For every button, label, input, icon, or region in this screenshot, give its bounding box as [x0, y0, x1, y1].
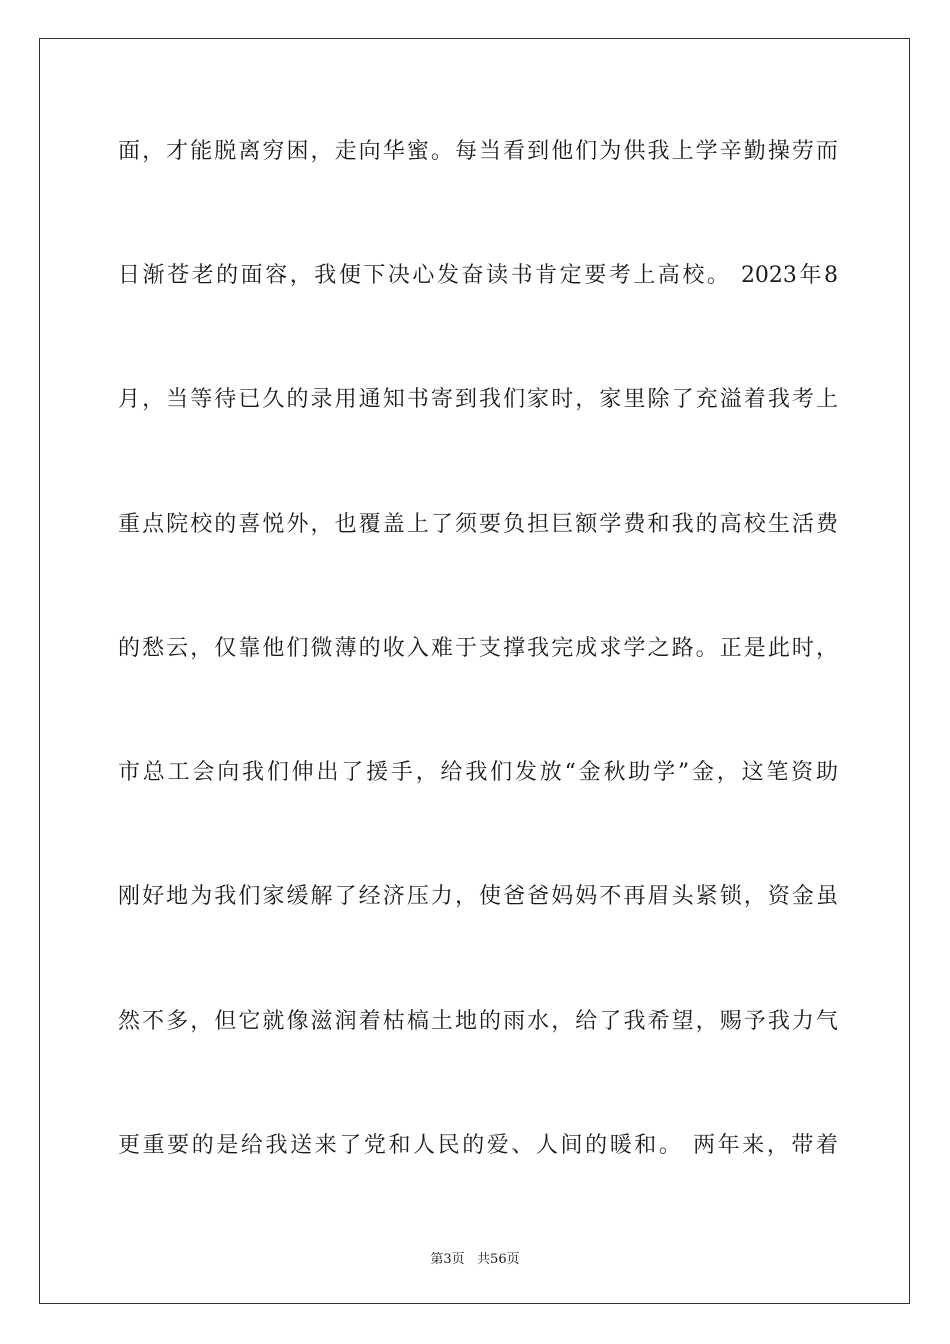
page-number-footer: 第3页 共56页	[430, 1252, 520, 1267]
text-line: 刚好地为我们家缓解了经济压力，使爸爸妈妈不再眉头紧锁，资金虽	[118, 884, 838, 909]
text-line: 市总工会向我们伸出了援手，给我们发放“金秋助学”金，这笔资助	[118, 760, 838, 785]
page-frame	[39, 38, 910, 1304]
text-line: 的愁云，仅靠他们微薄的收入难于支撑我完成求学之路。正是此时，	[118, 636, 838, 661]
text-line: 面，才能脱离穷困，走向华蜜。每当看到他们为供我上学辛勤操劳而	[118, 139, 838, 164]
text-line: 然不多，但它就像滋润着枯槁土地的雨水，给了我希望，赐予我力气	[118, 1009, 838, 1034]
text-line: 重点院校的喜悦外，也覆盖上了须要负担巨额学费和我的高校生活费	[118, 512, 838, 537]
text-line: 日渐苍老的面容，我便下决心发奋读书肯定要考上高校。 2023年8	[118, 263, 838, 288]
text-line: 月，当等待已久的录用通知书寄到我们家时，家里除了充溢着我考上	[118, 387, 838, 412]
text-line: 更重要的是给我送来了党和人民的爱、人间的暖和。 两年来，带着	[118, 1133, 838, 1158]
